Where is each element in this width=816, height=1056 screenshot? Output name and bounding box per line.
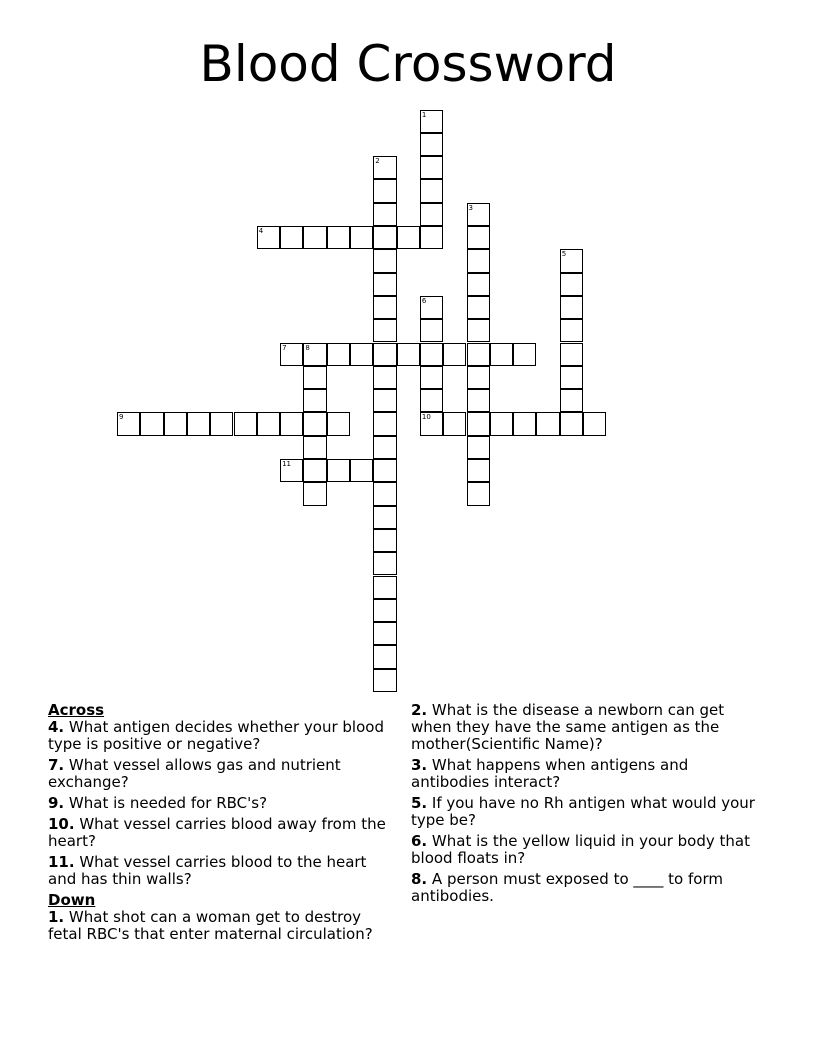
clue-number: 7	[282, 343, 287, 352]
clue-item	[48, 854, 398, 888]
grid-cell	[467, 366, 490, 389]
grid-cell	[467, 436, 490, 459]
clue-item-number: 10.	[48, 815, 75, 833]
grid-cell	[210, 412, 233, 435]
clue-item-text: What vessel carries blood to the heart and has thin walls?	[48, 853, 367, 888]
grid-cell	[467, 412, 490, 435]
grid-cell	[327, 459, 350, 482]
clue-item-text: What vessel carries blood away from the heart?	[48, 815, 386, 850]
grid-cell	[373, 389, 396, 412]
grid-cell	[583, 412, 606, 435]
clue-item	[48, 795, 398, 812]
grid-cell	[397, 343, 420, 366]
clue-item-text: What vessel allows gas and nutrient exchange?	[48, 756, 341, 791]
clue-item-text: A person must exposed to ____ to form antibodies.	[411, 870, 723, 905]
clue-item-text: If you have no Rh antigen what would your type be?	[411, 794, 755, 829]
grid-cell	[373, 576, 396, 599]
clue-number: 6	[421, 296, 427, 305]
clue-item-number: 9.	[48, 794, 65, 812]
clue-item-number: 7.	[48, 756, 65, 774]
grid-cell	[467, 249, 490, 272]
grid-cell	[420, 296, 443, 319]
grid-cell	[373, 343, 396, 366]
grid-cell	[420, 343, 443, 366]
clue-item	[48, 909, 398, 943]
grid-cell	[373, 366, 396, 389]
grid-cell	[373, 622, 396, 645]
page-title: Blood Crossword	[199, 35, 617, 93]
grid-cell	[327, 343, 350, 366]
clue-number: 8	[305, 343, 310, 352]
grid-cell	[513, 412, 536, 435]
clue-number: 10	[421, 413, 431, 422]
grid-cell	[467, 482, 490, 505]
clue-item-number: 6.	[411, 832, 428, 850]
clue-number: 4	[258, 227, 264, 235]
grid-cell	[420, 179, 443, 202]
clue-item-text: What is the yellow liquid in your body that blood floats in?	[411, 832, 750, 867]
grid-cell	[373, 249, 396, 272]
grid-cell	[303, 436, 326, 459]
grid-cell	[140, 412, 163, 435]
grid-cell	[327, 412, 350, 435]
grid-cell	[257, 226, 280, 249]
clue-number: 11	[282, 460, 292, 468]
clue-item	[411, 795, 761, 829]
grid-cell	[373, 203, 396, 226]
clue-item	[48, 719, 398, 753]
grid-cell	[303, 482, 326, 505]
grid-cell	[373, 506, 396, 529]
grid-cell	[373, 529, 396, 552]
grid-cell	[373, 459, 396, 482]
grid-cell	[467, 226, 490, 249]
clues-right-column	[411, 702, 761, 909]
grid-cell	[373, 156, 396, 179]
clue-number: 5	[561, 250, 567, 259]
grid-cell	[420, 389, 443, 412]
grid-cell	[467, 203, 490, 226]
grid-cell	[373, 296, 396, 319]
clue-item-number: 3.	[411, 756, 428, 774]
grid-cell	[280, 343, 303, 366]
grid-cell	[350, 226, 373, 249]
grid-cell	[560, 273, 583, 296]
grid-cell	[280, 459, 303, 482]
grid-cell	[443, 412, 466, 435]
grid-cell	[373, 412, 396, 435]
grid-cell	[373, 599, 396, 622]
grid-cell	[467, 296, 490, 319]
clue-number: 3	[468, 203, 473, 212]
down-clue-list-continued	[411, 702, 761, 905]
grid-cell	[117, 412, 140, 435]
grid-cell	[373, 436, 396, 459]
clues-left-column	[48, 702, 398, 947]
grid-cell	[234, 412, 257, 435]
grid-cell	[490, 412, 513, 435]
grid-cell	[420, 133, 443, 156]
grid-cell	[303, 226, 326, 249]
grid-cell	[560, 319, 583, 342]
grid-cell	[420, 319, 443, 342]
grid-cell	[490, 343, 513, 366]
grid-cell	[560, 412, 583, 435]
clue-item-number: 8.	[411, 870, 428, 888]
clue-item-number: 2.	[411, 701, 428, 719]
clue-item	[411, 702, 761, 753]
grid-cell	[373, 552, 396, 575]
grid-cell	[303, 343, 326, 366]
across-heading: Across	[48, 701, 105, 719]
grid-cell	[350, 343, 373, 366]
grid-cell	[187, 412, 210, 435]
grid-cell	[280, 412, 303, 435]
grid-cell	[303, 366, 326, 389]
grid-cell	[373, 482, 396, 505]
down-clue-list	[48, 909, 398, 943]
grid-cell	[303, 389, 326, 412]
grid-cell	[513, 343, 536, 366]
grid-cell	[257, 412, 280, 435]
grid-cell	[373, 319, 396, 342]
grid-cell	[373, 226, 396, 249]
grid-cell	[373, 669, 396, 692]
clue-number: 2	[375, 157, 380, 166]
clue-item-number: 11.	[48, 853, 75, 871]
grid-cell	[560, 296, 583, 319]
grid-cell	[280, 226, 303, 249]
grid-cell	[327, 226, 350, 249]
grid-cell	[536, 412, 559, 435]
grid-cell	[560, 389, 583, 412]
clue-item	[411, 833, 761, 867]
clue-item-text: What antigen decides whether your blood type is positive or negative?	[48, 718, 384, 753]
grid-cell	[467, 319, 490, 342]
grid-cell	[560, 249, 583, 272]
clue-item-text: What is the disease a newborn can get when they have the same antigen as the mother(Scientific Name)?	[411, 701, 725, 753]
grid-cell	[420, 412, 443, 435]
grid-cell	[303, 412, 326, 435]
clue-item-number: 5.	[411, 794, 428, 812]
clue-number: 9	[119, 413, 124, 422]
grid-cell	[373, 179, 396, 202]
grid-cell	[420, 156, 443, 179]
grid-cell	[164, 412, 187, 435]
grid-cell	[373, 273, 396, 296]
grid-cell	[420, 226, 443, 249]
down-heading: Down	[48, 891, 96, 909]
grid-cell	[420, 110, 443, 133]
grid-cell	[467, 389, 490, 412]
clue-number: 1	[421, 110, 427, 119]
grid-cell	[467, 459, 490, 482]
grid-cell	[350, 459, 373, 482]
clue-item-text: What shot can a woman get to destroy fetal RBC's that enter maternal circulation?	[48, 908, 373, 943]
grid-cell	[420, 366, 443, 389]
grid-cell	[443, 343, 466, 366]
grid-cell	[467, 343, 490, 366]
across-clue-list	[48, 719, 398, 888]
grid-cell	[420, 203, 443, 226]
clue-item	[48, 816, 398, 850]
grid-cell	[397, 226, 420, 249]
grid-cell	[560, 343, 583, 366]
clue-item-number: 4.	[48, 718, 65, 736]
clue-item-text: What is needed for RBC's?	[64, 794, 268, 812]
grid-cell	[467, 273, 490, 296]
clue-item-text: What happens when antigens and antibodies interact?	[411, 756, 689, 791]
clue-item	[411, 871, 761, 905]
clue-item	[411, 757, 761, 791]
clue-item	[48, 757, 398, 791]
grid-cell	[303, 459, 326, 482]
grid-cell	[373, 645, 396, 668]
grid-cell	[560, 366, 583, 389]
clue-item-number: 1.	[48, 908, 65, 926]
